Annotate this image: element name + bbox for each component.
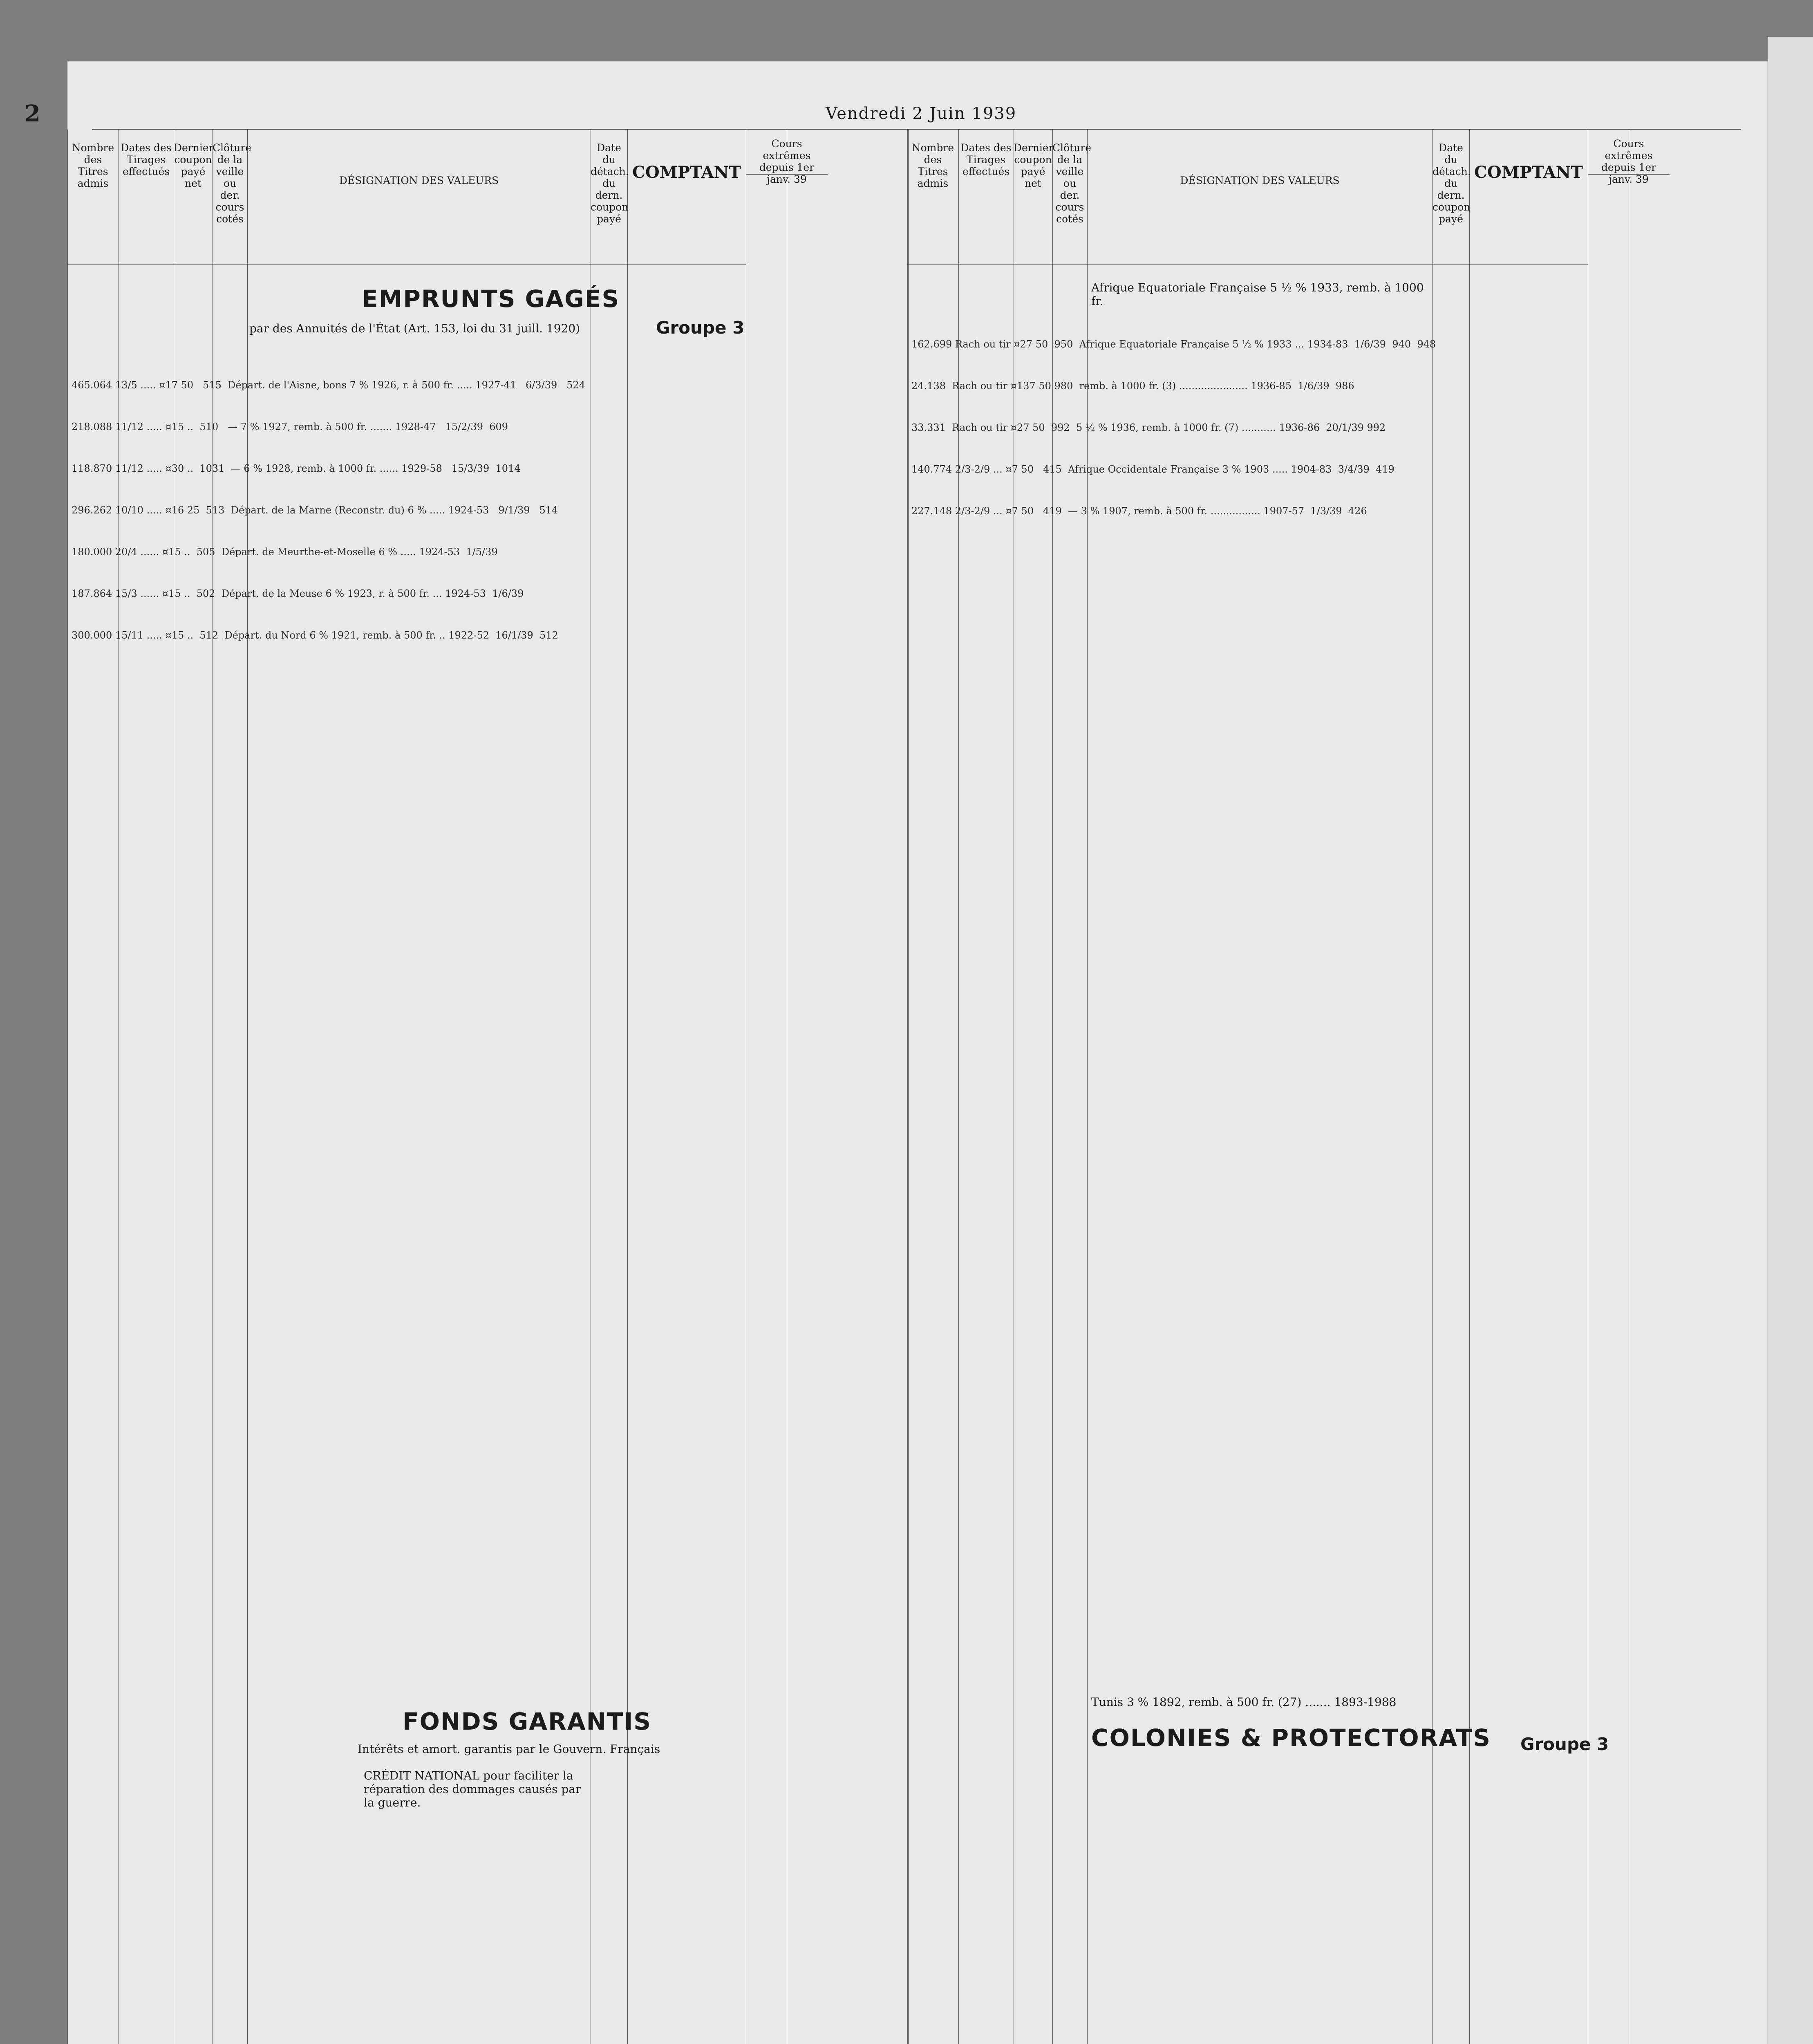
credit-national-entry: CRÉDIT NATIONAL pour faciliter la réparation des dommages causés par la guerre. bbox=[364, 1769, 581, 1809]
col-head-date-detach-r: Date du détach. du dern. coupon payé bbox=[1432, 130, 1469, 264]
table-row: 300.000 15/11 ..... ¤15 .. 512 Départ. du Nord 6 % 1921, remb. à 500 fr. .. 1922-52 16/1/39 512 bbox=[72, 630, 558, 641]
price-table bbox=[72, 129, 1741, 2044]
next-page-edge bbox=[1768, 37, 1813, 2044]
table-row: 33.331 Rach ou tir ¤27 50 992 5 ½ % 1936, remb. à 1000 fr. (7) ........... 1936-86 20/1/39 992 bbox=[911, 422, 1386, 433]
page-number: 2 bbox=[25, 100, 40, 127]
col-head-comptant-r: COMPTANT bbox=[1469, 130, 1588, 264]
table-row: 140.774 2/3-2/9 ... ¤7 50 415 Afrique Occidentale Française 3 % 1903 ..... 1904-83 3/4/39 419 bbox=[911, 464, 1394, 475]
col-head-designation-r: DÉSIGNATION DES VALEURS bbox=[1087, 130, 1432, 264]
table-row: 118.870 11/12 ..... ¤30 .. 1031 — 6 % 1928, remb. à 1000 fr. ...... 1929-58 15/3/39 1014 bbox=[72, 463, 521, 474]
col-head-designation: DÉSIGNATION DES VALEURS bbox=[247, 130, 591, 264]
col-head-cours-r: Cours extrêmes depuis 1er janv. 39 bbox=[1588, 130, 1670, 175]
section-emprunts-sub: par des Annuités de l'État (Art. 153, loi du 31 juill. 1920) bbox=[249, 322, 580, 335]
table-row: 187.864 15/3 ...... ¤15 .. 502 Départ. de la Meuse 6 % 1923, r. à 500 fr. ... 1924-53 1/6/39 bbox=[72, 588, 524, 599]
section-fonds-sub: Intérêts et amort. garantis par le Gouvern. Français bbox=[358, 1742, 660, 1756]
col-head-comptant: COMPTANT bbox=[627, 130, 746, 264]
groupe-label-right: Groupe 3 bbox=[1520, 1734, 1609, 1754]
page-date: Vendredi 2 Juin 1939 bbox=[826, 104, 1017, 123]
section-fonds-garantis: FONDS GARANTIS bbox=[403, 1708, 652, 1735]
col-head-nombre: Nombre des Titres admis bbox=[67, 130, 119, 264]
table-row: 296.262 10/10 ..... ¤16 25 513 Départ. de la Marne (Reconstr. du) 6 % ..... 1924-53 9/1/39 514 bbox=[72, 504, 558, 516]
table-row: 227.148 2/3-2/9 ... ¤7 50 419 — 3 % 1907, remb. à 500 fr. ................ 1907-57 1/3/39 426 bbox=[911, 505, 1367, 517]
col-head-cours: Cours extrêmes depuis 1er janv. 39 bbox=[746, 130, 828, 175]
table-row: 162.699 Rach ou tir ¤27 50 950 Afrique Equatoriale Française 5 ½ % 1933 ... 1934-83 1/6/39 940 948 bbox=[911, 338, 1436, 350]
col-head-date-detach: Date du détach. du dern. coupon payé bbox=[591, 130, 627, 264]
section-emprunts-gages: EMPRUNTS GAGÉS bbox=[362, 285, 620, 313]
left-rows bbox=[72, 350, 901, 1691]
table-row: 24.138 Rach ou tir ¤137 50 980 remb. à 1000 fr. (3) ...................... 1936-85 1/6/39 986 bbox=[911, 380, 1354, 392]
col-head-coupon-r: Dernier coupon payé net bbox=[1014, 130, 1052, 264]
left-half bbox=[67, 130, 909, 2044]
groupe-label-left: Groupe 3 bbox=[656, 318, 745, 338]
col-head-coupon: Dernier coupon payé net bbox=[174, 130, 213, 264]
right-rows bbox=[911, 309, 1733, 1618]
page-header bbox=[25, 100, 1692, 129]
tunis-entry: Tunis 3 % 1892, remb. à 500 fr. (27) ....... 1893-1988 bbox=[1091, 1695, 1397, 1709]
table-row: 465.064 13/5 ..... ¤17 50 515 Départ. de l'Aisne, bons 7 % 1926, r. à 500 fr. ..... 1927-41 6/3/39 524 bbox=[72, 379, 585, 391]
col-head-dates: Dates des Tirages effectués bbox=[119, 130, 174, 264]
section-colonies: COLONIES & PROTECTORATS bbox=[1091, 1724, 1491, 1752]
table-row: 218.088 11/12 ..... ¤15 .. 510 — 7 % 1927, remb. à 500 fr. ....... 1928-47 15/2/39 609 bbox=[72, 421, 508, 433]
col-head-dates-r: Dates des Tirages effectués bbox=[958, 130, 1014, 264]
col-head-nombre-r: Nombre des Titres admis bbox=[907, 130, 958, 264]
col-head-cloture-r: Clôture de la veille ou der. cours cotés bbox=[1052, 130, 1087, 264]
right-half bbox=[907, 130, 1741, 2044]
afrique-equatoriale-top-entry: Afrique Equatoriale Française 5 ½ % 1933, remb. à 1000 fr. bbox=[1091, 281, 1424, 308]
table-row: 180.000 20/4 ...... ¤15 .. 505 Départ. de Meurthe-et-Moselle 6 % ..... 1924-53 1/5/39 bbox=[72, 546, 498, 558]
col-head-cloture: Clôture de la veille ou der. cours cotés bbox=[213, 130, 247, 264]
